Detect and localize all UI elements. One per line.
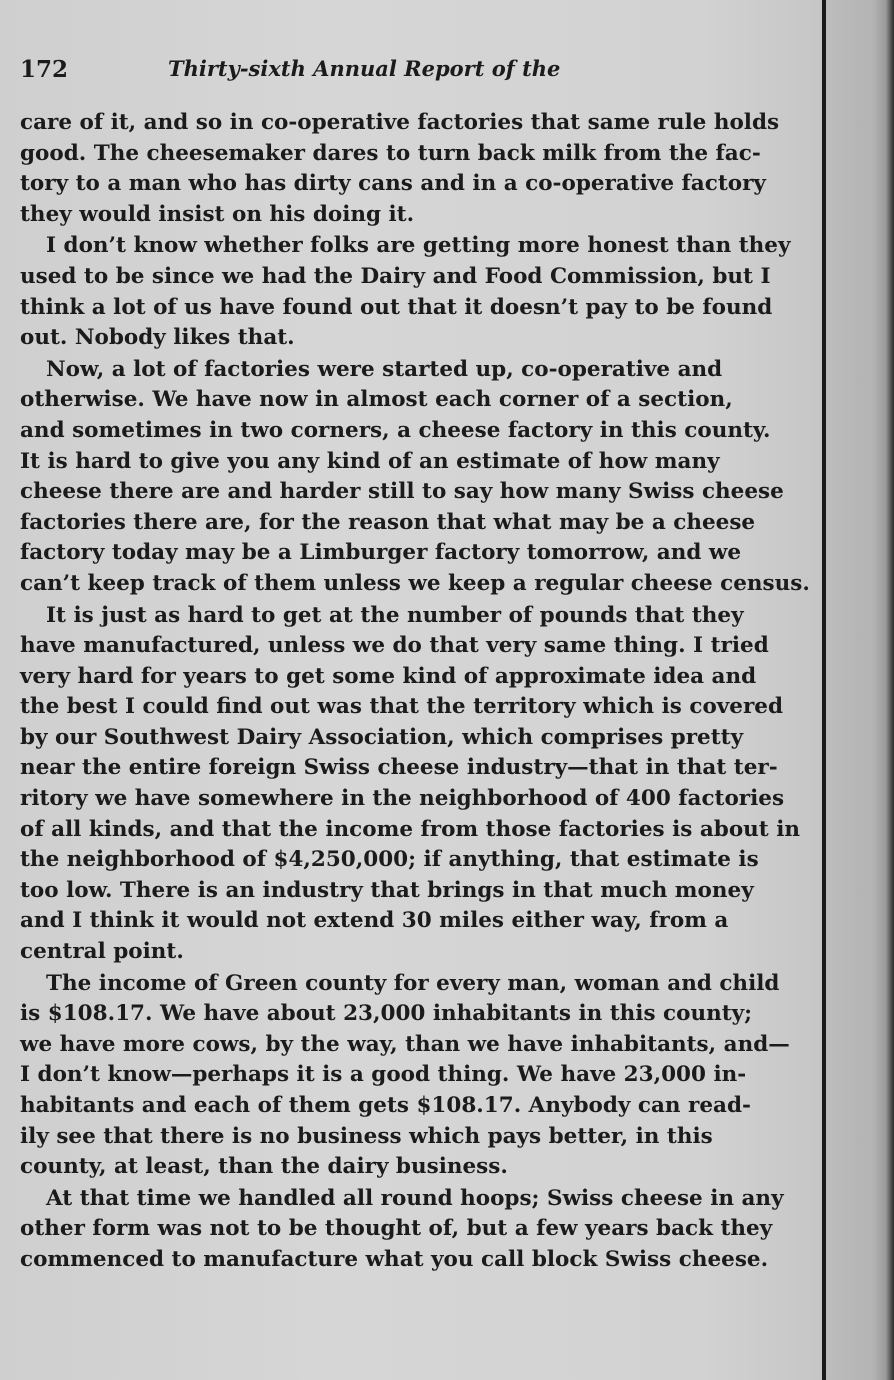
text-line: and sometimes in two corners, a cheese factory in this county.: [20, 417, 771, 443]
text-line: out. Nobody likes that.: [20, 325, 295, 351]
text-line: Now, a lot of factories were started up, co-operative and: [46, 356, 723, 382]
paragraph: [20, 601, 801, 968]
text-line: used to be since we had the Dairy and Food Commission, but I: [20, 263, 771, 289]
text-line: we have more cows, by the way, than we have inhabitants, and—: [20, 1031, 790, 1057]
text-line: ily see that there is no business which pays better, in this: [20, 1123, 713, 1149]
text-line: by our Southwest Dairy Association, which comprises pretty: [20, 724, 744, 750]
text-line: think a lot of us have found out that it doesn’t pay to be found: [20, 294, 773, 320]
text-line: commenced to manufacture what you call block Swiss cheese.: [20, 1246, 769, 1272]
text-line: cheese there are and harder still to say how many Swiss cheese: [20, 479, 784, 505]
page-number: 172: [20, 56, 69, 83]
text-line: habitants and each of them gets $108.17. Anybody can read-: [20, 1093, 751, 1118]
text-line: ritory we have somewhere in the neighborhood of 400 factories: [20, 786, 785, 812]
adjacent-page-edge: [826, 0, 894, 1380]
text-line: can’t keep track of them unless we keep a regular cheese census.: [20, 570, 810, 596]
paragraph: [20, 1184, 784, 1276]
text-line: factory today may be a Limburger factory tomorrow, and we: [20, 540, 742, 566]
text-line: they would insist on his doing it.: [20, 201, 415, 227]
text-line: factories there are, for the reason that what may be a cheese: [20, 509, 756, 535]
text-line: the neighborhood of $4,250,000; if anything, that estimate is: [20, 847, 759, 873]
text-line: too low. There is an industry that brings in that much money: [20, 877, 754, 903]
running-head: Thirty-sixth Annual Report of the: [168, 56, 561, 81]
text-line: At that time we handled all round hoops; Swiss cheese in any: [46, 1185, 784, 1211]
text-line: I don’t know—perhaps it is a good thing. We have 23,000 in-: [20, 1062, 747, 1088]
text-line: is $108.17. We have about 23,000 inhabitants in this county;: [20, 1001, 753, 1027]
text-line: near the entire foreign Swiss cheese industry—that in that ter-: [20, 755, 778, 781]
paragraph: [20, 231, 791, 353]
text-line: I don’t know whether folks are getting more honest than they: [46, 233, 791, 259]
text-line: good. The cheesemaker dares to turn back milk from the fac-: [20, 140, 761, 166]
text-line: otherwise. We have now in almost each corner of a section,: [20, 387, 733, 413]
paragraph: [20, 108, 780, 230]
text-line: very hard for years to get some kind of approximate idea and: [20, 663, 757, 689]
text-line: care of it, and so in co-operative factories that same rule holds: [20, 110, 780, 135]
text-line: of all kinds, and that the income from those factories is about in: [20, 816, 801, 842]
text-line: central point.: [20, 939, 184, 965]
text-line: have manufactured, unless we do that very same thing. I tried: [20, 633, 769, 659]
text-line: the best I could find out was that the territory which is covered: [20, 694, 784, 720]
paragraph: [20, 969, 790, 1183]
page-header: [20, 52, 675, 86]
text-line: tory to a man who has dirty cans and in a co-operative factory: [20, 171, 766, 197]
text-line: other form was not to be thought of, but a few years back they: [20, 1216, 773, 1242]
paragraph: [20, 355, 810, 600]
text-line: The income of Green county for every man, woman and child: [46, 970, 780, 996]
text-line: It is hard to give you any kind of an estimate of how many: [20, 448, 720, 474]
text-line: county, at least, than the dairy business.: [20, 1154, 508, 1180]
text-line: It is just as hard to get at the number of pounds that they: [46, 602, 744, 628]
body-text: [20, 108, 810, 1277]
text-line: and I think it would not extend 30 miles either way, from a: [20, 908, 729, 934]
